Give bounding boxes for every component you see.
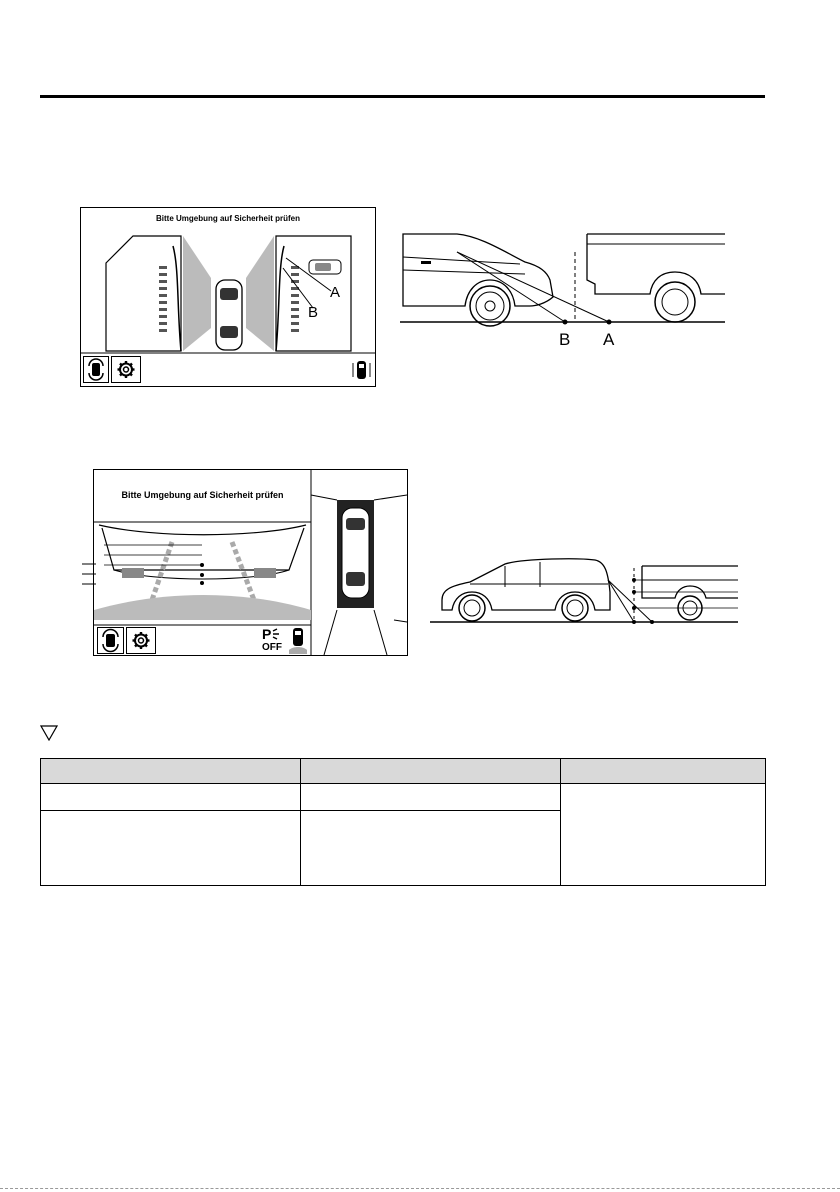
table-cell [41,811,301,886]
info-table [40,758,766,886]
parking-sensor-status: OFF [262,642,282,653]
gear-icon [127,628,155,653]
table-cell [300,811,561,886]
side-marker-b: B [559,330,571,349]
settings-button[interactable] [111,356,141,383]
front-camera-screen [80,207,376,387]
front-marker-a: A [330,284,341,301]
table-header-cell [561,759,766,784]
header-rule [40,95,765,98]
view-switch-button[interactable] [83,356,109,383]
table-cell [41,784,301,811]
table-header-cell [300,759,561,784]
parking-sensor-icon [349,358,373,382]
side-marker-a: A [603,330,615,349]
triangle-down-icon [40,725,58,741]
view-switch-button[interactable] [97,627,124,654]
svg-text:P: P [262,626,272,642]
rear-side-view-illustration [430,552,740,632]
rear-camera-screen [93,469,408,656]
table-cell [300,784,561,811]
page-bottom-edge [0,1188,840,1189]
table-cell [561,784,766,886]
view-switch-icon [84,357,108,382]
table-row [41,784,766,811]
gear-icon [112,357,140,382]
table-header-cell [41,759,301,784]
view-switch-icon [98,628,123,653]
settings-button[interactable] [126,627,156,654]
rear-guide-pointers [82,560,96,590]
rear-screen-title: Bitte Umgebung auf Sicherheit prüfen [121,490,284,500]
parking-sensor-off-icon[interactable] [262,626,284,642]
table-header-row [41,759,766,784]
parking-sensor-icon [287,626,309,654]
front-marker-b: B [308,304,319,321]
front-screen-title: Bitte Umgebung auf Sicherheit prüfen [155,214,300,223]
